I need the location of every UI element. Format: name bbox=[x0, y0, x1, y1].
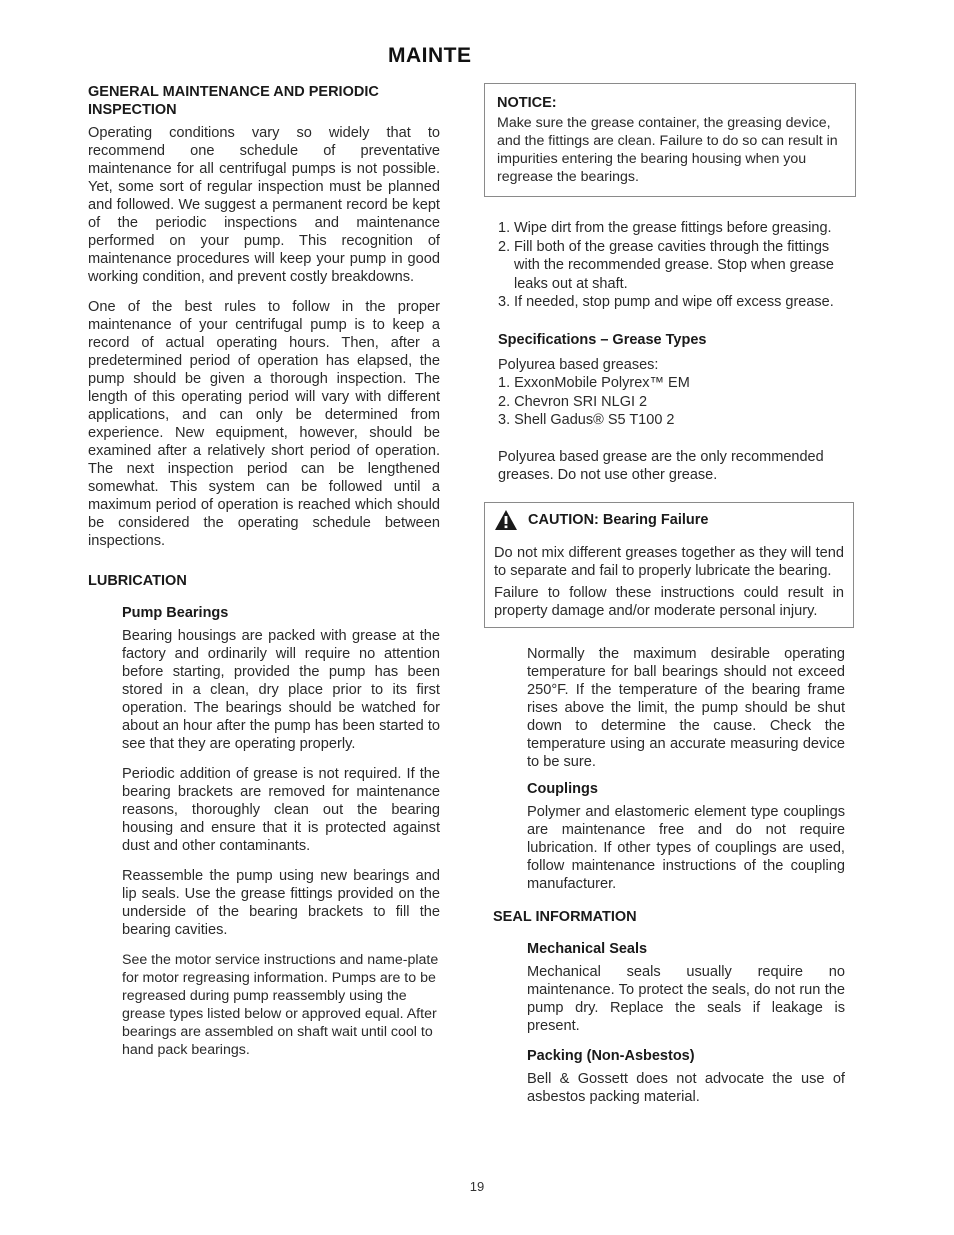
caution-header bbox=[494, 503, 844, 533]
caution-paragraph-2: Failure to follow these instructions could result in property damage and/or moderate personal injury. bbox=[494, 584, 844, 619]
notice-box bbox=[484, 83, 856, 197]
seal-information-heading: SEAL INFORMATION bbox=[493, 908, 637, 925]
general-heading-line1: GENERAL MAINTENANCE AND PERIODIC bbox=[88, 84, 379, 100]
list-item bbox=[498, 293, 856, 312]
grease-item-2: 2. Chevron SRI NLGI 2 bbox=[498, 393, 648, 410]
list-item bbox=[498, 219, 856, 238]
step-number: 3. bbox=[498, 294, 511, 310]
spec-intro: Polyurea based greases: bbox=[498, 356, 659, 373]
page-title: MAINTE bbox=[388, 44, 472, 67]
mechanical-seals-paragraph: Mechanical seals usually require no maintenance. To protect the seals, do not run the pump dry. Replace the seals if leakage is present. bbox=[527, 963, 845, 1034]
packing-paragraph: Bell & Gossett does not advocate the use of asbestos packing material. bbox=[527, 1070, 845, 1105]
general-maintenance-heading bbox=[88, 83, 440, 119]
packing-heading: Packing (Non-Asbestos) bbox=[527, 1047, 695, 1064]
caution-paragraph-1: Do not mix different greases together as they will tend to separate and fail to properly lubricate the bearing. bbox=[494, 544, 844, 579]
general-heading-line2: INSPECTION bbox=[88, 102, 177, 118]
spec-note: Polyurea based grease are the only recommended greases. Do not use other grease. bbox=[498, 448, 824, 483]
left-column bbox=[88, 83, 440, 1059]
notice-title: NOTICE: bbox=[497, 95, 557, 111]
pump-bearings-paragraph-1: Bearing housings are packed with grease at the factory and ordinarily will require no attention before starting, provided the pump has been stored in a clean, dry place prior to its first operation. The bearings should be watched for about an hour after the pump has been started to see that they are operating properly. bbox=[122, 628, 440, 752]
pump-bearings-paragraph-4: See the motor service instructions and name-plate for motor regreasing information. Pumps are to be regreased during pump reassembly using the grease types listed below or approved equal. After bearings are assembled on shaft wait until cool to hand pack bearings. bbox=[122, 952, 439, 1058]
step-number: 1. bbox=[498, 220, 511, 236]
step-text: Wipe dirt from the grease fittings before greasing. bbox=[514, 220, 832, 236]
notice-text: Make sure the grease container, the greasing device, and the fittings are clean. Failure to do so can result in impurities entering the bearing housing when you regrease the bearings. bbox=[497, 115, 838, 185]
greasing-steps-list bbox=[498, 219, 856, 312]
page-number: 19 bbox=[469, 1179, 485, 1194]
caution-box bbox=[484, 502, 854, 628]
lubrication-heading: LUBRICATION bbox=[88, 573, 187, 589]
general-paragraph-1: Operating conditions vary so widely that to recommend one schedule of preventative maintenance for all centrifugal pumps is not possible. Yet, some sort of regular inspection must be planned and followed. We suggest a permanent record be kept of the periodic inspections and maintenance performed on your pump. This recognition of maintenance procedures will keep your pump in good working condition, and prevent costly breakdowns. bbox=[88, 125, 440, 285]
temperature-paragraph: Normally the maximum desirable operating temperature for ball bearings should not exceed 250°F. If the temperature of the bearing frame rises above the limit, the pump should be shut down to determine the cause. Check the temperature using an accurate measuring device to be sure. bbox=[527, 645, 845, 770]
couplings-heading: Couplings bbox=[527, 780, 598, 797]
step-number: 2. bbox=[498, 238, 511, 255]
step-text: Fill both of the grease cavities through the fittings with the recommended grease. Stop when grease leaks out at shaft. bbox=[514, 238, 834, 292]
pump-bearings-paragraph-3: Reassemble the pump using new bearings and lip seals. Use the grease fittings provided on the underside of the bearing brackets to fill the bearing cavities. bbox=[122, 868, 440, 938]
caution-title: CAUTION: Bearing Failure bbox=[528, 511, 709, 528]
step-text: If needed, stop pump and wipe off excess grease. bbox=[514, 294, 834, 310]
list-item bbox=[498, 238, 856, 294]
warning-triangle-icon bbox=[494, 509, 518, 531]
grease-item-1: 1. ExxonMobile Polyrex™ EM bbox=[498, 375, 690, 391]
couplings-paragraph: Polymer and elastomeric element type couplings are maintenance free and do not require lubrication. If other types of couplings are used, follow maintenance instructions of the coupling manufacturer. bbox=[527, 803, 845, 892]
mechanical-seals-heading: Mechanical Seals bbox=[527, 940, 648, 957]
general-paragraph-2: One of the best rules to follow in the proper maintenance of your centrifugal pump is to keep a record of actual operating hours. Then, after a predetermined period of operation has elapsed, the pump should be given a thorough inspection. The length of this operating period will vary with different applications, and can only be determined from experience. New equipment, however, should be examined after a relatively short period of operation. The next inspection period can be lengthened somewhat. This system can be followed until a maximum period of operation is reached which should be considered the operating schedule between inspections. bbox=[88, 299, 440, 549]
right-column bbox=[484, 83, 856, 1106]
pump-bearings-heading: Pump Bearings bbox=[122, 605, 229, 621]
pump-bearings-paragraph-2: Periodic addition of grease is not required. If the bearing brackets are removed for maintenance reasons, thoroughly clean out the bearing housing and ensure that it is protected against dust and other contaminants. bbox=[122, 766, 440, 854]
spec-heading: Specifications – Grease Types bbox=[498, 331, 707, 348]
grease-item-3: 3. Shell Gadus® S5 T100 2 bbox=[498, 412, 675, 428]
